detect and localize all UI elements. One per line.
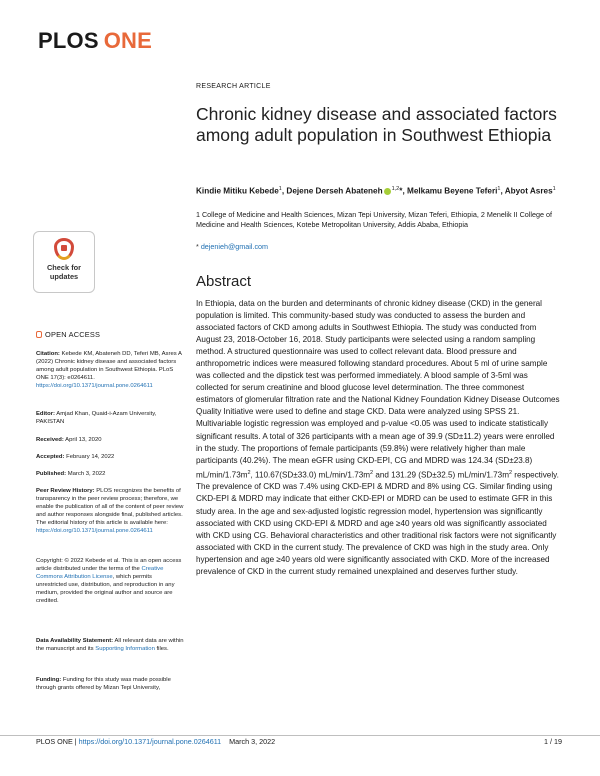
- received-label: Received:: [36, 437, 64, 443]
- abstract-text: and 131.29 (SD±32.5) mL/min/1.73m: [373, 470, 509, 480]
- open-access-label: [36, 331, 184, 339]
- received-date: [36, 436, 184, 444]
- badge-line: Check for: [46, 263, 82, 272]
- abstract-body: [196, 298, 562, 578]
- footer-date: March 3, 2022: [229, 737, 276, 746]
- peer-review-text: PLOS recognizes the benefits of transparency in the peer review process; therefore, we enable the publication of all of the content of peer review and author responses alongside final, published articles. The editorial history of this article is available here:: [36, 488, 184, 527]
- author-affil-sup: 1,2: [391, 186, 400, 192]
- published-label: Published:: [36, 471, 67, 477]
- open-access-text: OPEN ACCESS: [45, 330, 101, 339]
- accepted-date: [36, 453, 184, 461]
- abstract-text: respectively. The prevalence of CKD was 7.4% using CKD-EPI & MDRD and 8% using CG. Similar finding using CKD-EPI & MDRD may indicate that either CKD-EPI or MDRD can be used to estimate GFR in this study area. In the age and sex-adjusted logistic regression model, hypertension was significantly associated with CKD using CKD-EPI & MDRD and age ≥40 years old was significantly associated with CKD using CG. Behavioral characteristics and other traditional risk factors were not significantly associated with CKD in the current study. The prevalence of CKD was high in the study area. Only hypertension and age ≥40 years old were significantly associated with CKD. More of the increased prevalence of CKD in the current study remained unexplained and deserves further study.: [196, 470, 559, 576]
- footer-doi-link[interactable]: https://doi.org/10.1371/journal.pone.0264611: [78, 737, 222, 746]
- peer-review-link[interactable]: https://doi.org/10.1371/journal.pone.0264611: [36, 528, 153, 535]
- footer-journal: PLOS ONE: [36, 737, 73, 746]
- orcid-icon[interactable]: [384, 188, 391, 195]
- abstract-text: , 110.67(SD±33.0) mL/min/1.73m: [250, 470, 371, 480]
- badge-label: [34, 264, 94, 281]
- author-name[interactable]: Kindie Mitiku Kebede: [196, 186, 279, 196]
- editor-block: [36, 410, 184, 426]
- accepted-value: February 14, 2022: [64, 454, 115, 460]
- author-name[interactable]: Abyot Asres: [504, 186, 553, 196]
- peer-review-block: [36, 487, 184, 536]
- corresponding-marker: *: [196, 242, 199, 251]
- accepted-label: Accepted:: [36, 454, 65, 460]
- copyright-block: [36, 557, 184, 606]
- article-title: Chronic kidney disease and associated factors among adult population in Southwest Ethiopia: [196, 104, 557, 145]
- superscript: 2: [247, 469, 251, 476]
- open-lock-icon: [36, 331, 42, 338]
- journal-logo[interactable]: [38, 28, 152, 54]
- received-value: April 13, 2020: [63, 437, 102, 443]
- email-link[interactable]: dejenieh@gmail.com: [200, 242, 269, 251]
- footer-separator: |: [72, 737, 79, 746]
- abstract-text: In Ethiopia, data on the burden and determinants of chronic kidney disease (CKD) in the general population is limited. This community-based study was conducted to assess the burden and associated factors of CKD among adults in Southwest Ethiopia. The study was conducted from August 23, 2018-October 16, 2018. Study participants were selected using a random sampling method. A structured questionnaire was used to collect relevant data. Blood pressure and anthropometric indices were measured following standard procedures. About 5 ml of urine sample was collected and the dipstick test was performed immediately. A blood sample of 3-5ml was collected for serum creatinine and blood glucose level determination. The three commonest estimators of glomerular filtration rate and the National Kidney Foundation Kidney Disease Outcomes Quality Initiative were used to define and stage CKD. Data were analyzed using SPSS 21. Multivariable logistic regression was employed and p-value <0.05 was used to indicate statistically significant results. A total of 326 participants with a mean age of 39.9 (SD±11.2) years were enrolled in the study. The proportions of female participants (59.8%) were relatively higher than male participants (40.2%). The mean eGFR using CKD-EPI, CG and MDRD was 124.34 (SD±23.8) mL/min/1.73m: [196, 299, 560, 480]
- corresponding-star: *: [399, 186, 403, 196]
- logo-one: ONE: [103, 28, 152, 53]
- corresponding-email: [196, 242, 562, 251]
- availability-text: files.: [154, 646, 169, 653]
- copyright-text: Copyright: © 2022 Kebede et al. This is an open access article distributed under the terms of the: [36, 558, 182, 573]
- availability-text: All relevant data are within the manuscript and its: [36, 638, 184, 653]
- funding-text: Funding for this study was made possible through grants offered by Mizan Tepi University,: [36, 677, 171, 692]
- data-availability-block: [36, 637, 184, 653]
- funding-block: [36, 676, 184, 692]
- author-list: Kindie Mitiku Kebede$^1$, Dejene Derseh Abateneh $^{1,2}$*, Melkamu Beyene Teferi$^1$, Abyot Asres$^1$: [196, 186, 556, 196]
- author-name[interactable]: Melkamu Beyene Teferi: [407, 186, 498, 196]
- affiliations: 1 College of Medicine and Health Sciences, Mizan Tepi University, Mizan Teferi, Ethiopia, 2 Menelik II College of Medicine and Health Sciences, Kotebe Metropolitan University, Addis Ababa, Ethiopia: [196, 210, 552, 230]
- citation-text: Kebede KM, Abateneh DD, Teferi MB, Asres A (2022) Chronic kidney disease and associated factors among adult population in Southwest Ethiopia. PLoS ONE 17(3): e0264611.: [36, 351, 182, 382]
- footer-citation: [36, 737, 275, 746]
- badge-line: updates: [49, 271, 79, 281]
- funding-label: Funding:: [36, 677, 62, 683]
- footer-divider: [0, 735, 600, 736]
- author-affil-sup: 1: [497, 186, 501, 192]
- article-type: RESEARCH ARTICLE: [196, 83, 271, 90]
- citation-block: [36, 350, 184, 390]
- logo-plos: PLOS: [38, 28, 99, 53]
- citation-label: Citation:: [36, 351, 60, 357]
- author-affil-sup: 1: [278, 186, 282, 192]
- published-value: March 3, 2022: [66, 471, 106, 477]
- page-number: 1 / 19: [544, 737, 562, 746]
- editor-label: Editor:: [36, 411, 55, 417]
- license-link[interactable]: Creative Commons Attribution License: [36, 566, 164, 581]
- abstract-heading: Abstract: [196, 273, 252, 290]
- crossmark-icon: [54, 238, 74, 260]
- editor-text: Amjad Khan, Quaid-i-Azam University, PAKISTAN: [36, 411, 157, 426]
- copyright-text: , which permits unrestricted use, distribution, and reproduction in any medium, provided the original author and source are credited.: [36, 574, 175, 605]
- check-for-updates-badge[interactable]: [33, 231, 95, 293]
- superscript: 2: [370, 469, 374, 476]
- published-date: [36, 470, 184, 478]
- author-name[interactable]: Dejene Derseh Abateneh: [286, 186, 383, 196]
- citation-doi-link[interactable]: https://doi.org/10.1371/journal.pone.0264611: [36, 383, 153, 390]
- author-affil-sup: 1: [552, 186, 556, 192]
- supporting-info-link[interactable]: Supporting Information: [95, 646, 155, 653]
- superscript: 2: [508, 469, 513, 476]
- peer-review-label: Peer Review History:: [36, 488, 95, 494]
- availability-label: Data Availability Statement:: [36, 638, 114, 644]
